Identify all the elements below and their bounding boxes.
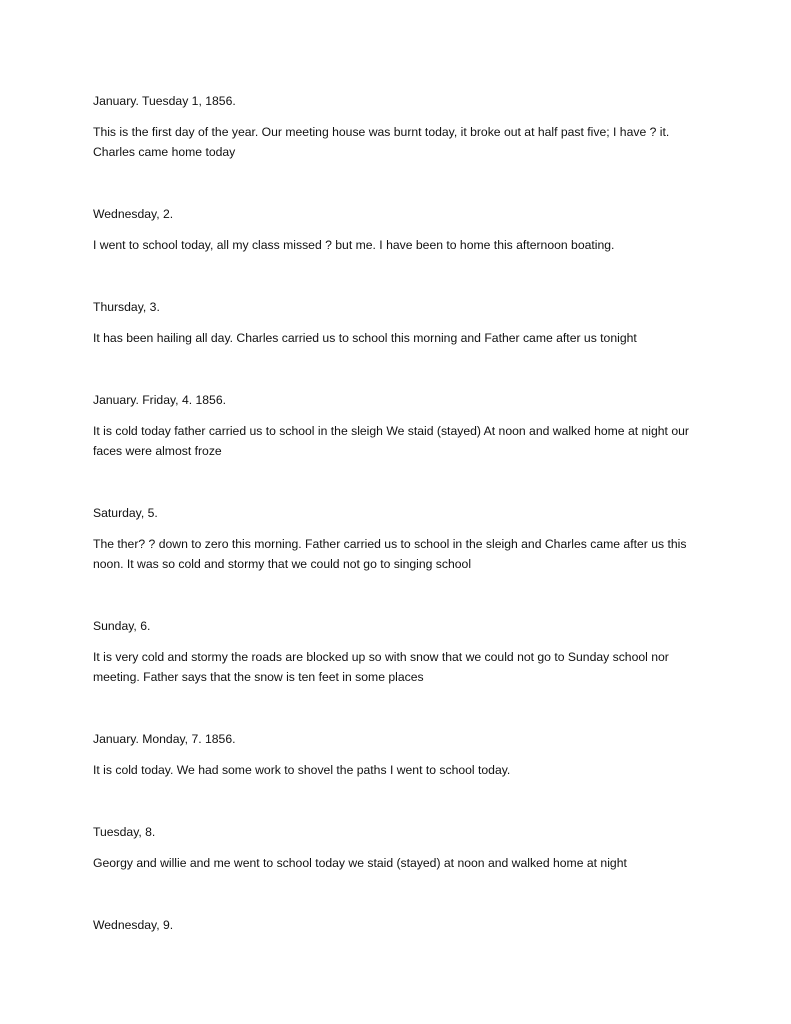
entry-text: This is the first day of the year. Our meeting house was burnt today, it broke out at half past five; I have ? it. Charles came home today: [93, 125, 670, 159]
entry-date: Wednesday, 2.: [93, 207, 174, 221]
diary-entry: [93, 299, 713, 348]
entry-date: January. Monday, 7. 1856.: [93, 732, 236, 746]
diary-entry: [93, 93, 713, 162]
entry-date: January. Friday, 4. 1856.: [93, 393, 227, 407]
entry-date: Wednesday, 9.: [93, 918, 174, 932]
entry-date: Thursday, 3.: [93, 300, 160, 314]
entry-date: Saturday, 5.: [93, 506, 158, 520]
diary-entry: [93, 206, 713, 255]
diary-entries: [93, 93, 713, 977]
entry-text: The ther? ? down to zero this morning. Father carried us to school in the sleigh and Charles came after us this noon. It was so cold and stormy that we could not go to singing school: [93, 537, 687, 571]
entry-text: It is very cold and stormy the roads are blocked up so with snow that we could not go to Sunday school nor meeting. Father says that the snow is ten feet in some places: [93, 650, 669, 684]
entry-text: It is cold today father carried us to school in the sleigh We staid (stayed) At noon and walked home at night our faces were almost froze: [93, 424, 689, 458]
diary-entry: [93, 917, 713, 933]
entry-text: It has been hailing all day. Charles carried us to school this morning and Father came after us tonight: [93, 331, 637, 345]
entry-date: Sunday, 6.: [93, 619, 151, 633]
entry-date: Tuesday, 8.: [93, 825, 156, 839]
entry-text: I went to school today, all my class missed ? but me. I have been to home this afternoon boating.: [93, 238, 615, 252]
diary-entry: [93, 392, 713, 461]
entry-date: January. Tuesday 1, 1856.: [93, 94, 236, 108]
diary-entry: [93, 824, 713, 873]
entry-text: Georgy and willie and me went to school today we staid (stayed) at noon and walked home at night: [93, 856, 627, 870]
diary-entry: [93, 731, 713, 780]
diary-entry: [93, 505, 713, 574]
diary-entry: [93, 618, 713, 687]
entry-text: It is cold today. We had some work to shovel the paths I went to school today.: [93, 763, 511, 777]
